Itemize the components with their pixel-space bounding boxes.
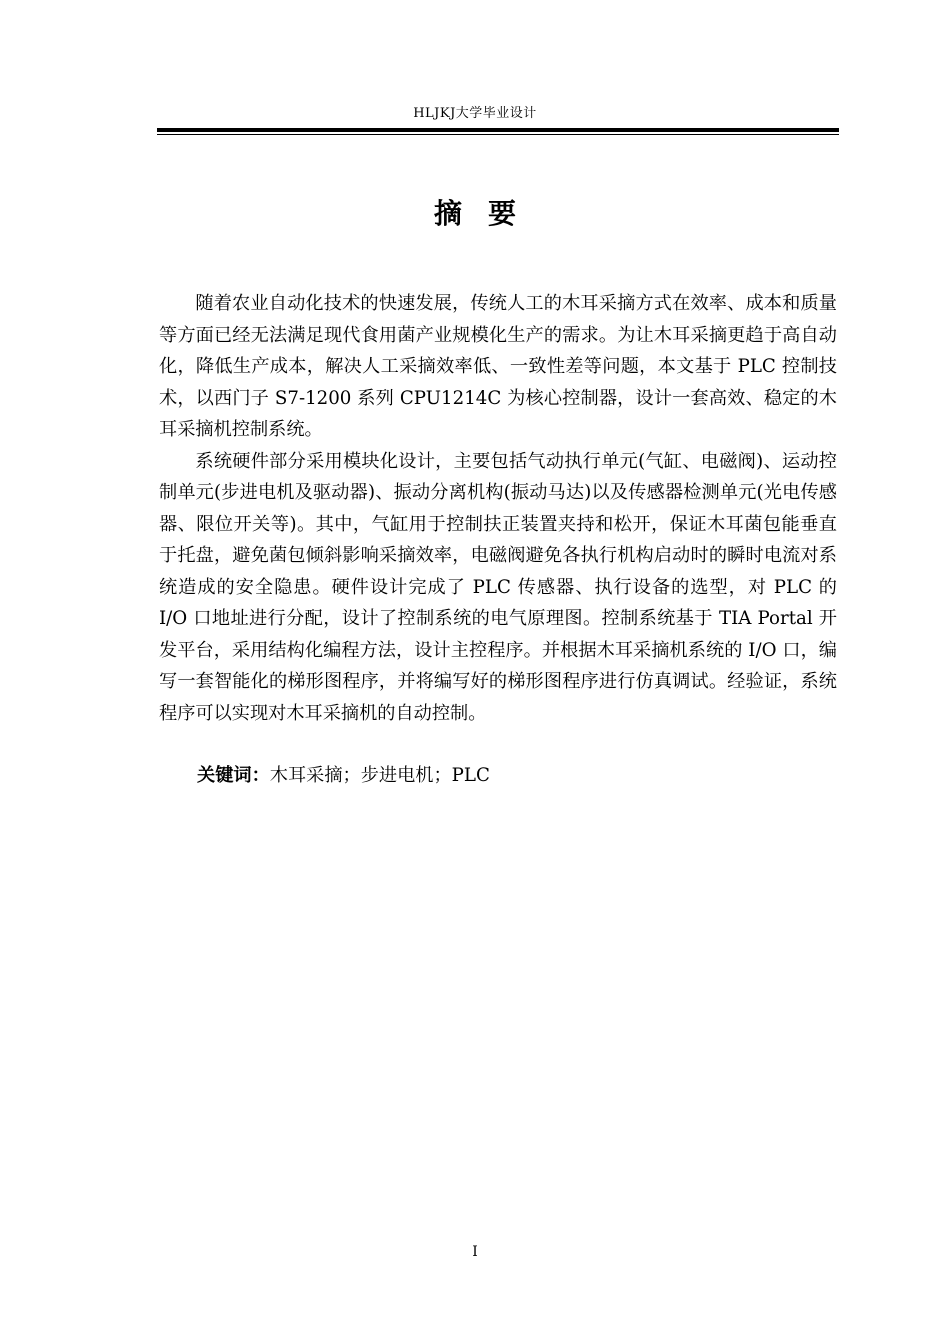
keywords-value: 木耳采摘；步进电机；PLC (269, 765, 490, 786)
page-number: I (472, 1244, 478, 1260)
page-title: 摘要 (433, 197, 542, 230)
header-divider-thin (157, 134, 839, 135)
abstract-paragraph-2: 系统硬件部分采用模块化设计，主要包括气动执行单元(气缸、电磁阀)、运动控制单元(步进电机及驱动器)、振动分离机构(振动马达)以及传感器检测单元(光电传感器、限位开关等)。其中，气缸用于控制扶正装置夹持和松开，保证木耳菌包能垂直于托盘，避免菌包倾斜影响采摘效率，电磁阀避免各执行机构启动时的瞬时电流对系统造成的安全隐患。硬件设计完成了 PLC 传感器、执行设备的选型，对 PLC 的 I/O 口地址进行分配，设计了控制系统的电气原理图。控制系统基于 TIA Portal 开发平台，采用结构化编程方法，设计主控程序。并根据木耳采摘机系统的 I/O 口，编写一套智能化的梯形图程序，并将编写好的梯形图程序进行仿真调试。经验证，系统程序可以实现对木耳采摘机的自动控制。 (159, 450, 837, 724)
abstract-body (159, 288, 837, 729)
running-header: HLJKJ大学毕业设计 (413, 106, 537, 121)
header-divider-thick (157, 128, 839, 132)
abstract-paragraph-1: 随着农业自动化技术的快速发展，传统人工的木耳采摘方式在效率、成本和质量等方面已经无法满足现代食用菌产业规模化生产的需求。为让木耳采摘更趋于高自动化，降低生产成本，解决人工采摘效率低、一致性差等问题，本文基于 PLC 控制技术，以西门子 S7-1200 系列 CPU1214C 为核心控制器，设计一套高效、稳定的木耳采摘机控制系统。 (159, 293, 837, 440)
keywords-label: 关键词： (197, 765, 270, 786)
keywords-line (197, 762, 490, 790)
